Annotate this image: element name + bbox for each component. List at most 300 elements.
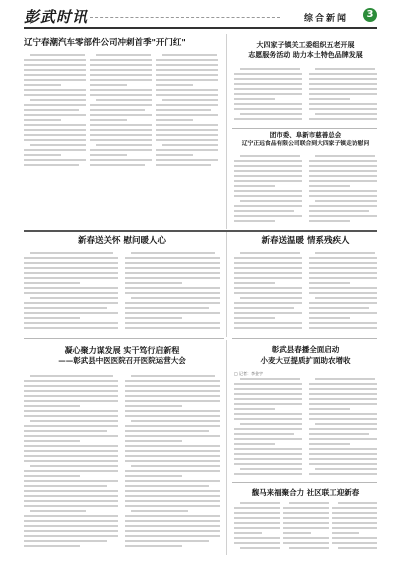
body-text-line	[24, 154, 61, 156]
body-text-line	[309, 103, 377, 105]
body-text-line	[234, 448, 302, 450]
body-text-line	[125, 500, 220, 502]
body-text-line	[125, 380, 220, 382]
body-text-line	[309, 408, 350, 410]
body-text-line	[156, 134, 218, 136]
body-text-line	[234, 388, 302, 390]
body-text-line	[24, 520, 118, 522]
body-text-line	[156, 69, 218, 71]
body-text-line	[332, 537, 377, 539]
body-text-line	[24, 490, 118, 492]
article-7-body-col1	[234, 378, 302, 478]
body-text-line	[309, 118, 377, 120]
body-text-line	[309, 277, 377, 279]
body-text-line	[24, 385, 118, 387]
body-text-line	[24, 257, 118, 259]
body-text-line	[234, 317, 275, 319]
body-text-line	[234, 418, 302, 420]
body-text-line	[240, 547, 280, 549]
article-6-title-line2: ——彰武县中医医院召开医院运营大会	[58, 356, 186, 366]
body-text-line	[24, 74, 86, 76]
body-text-line	[309, 160, 377, 162]
body-text-line	[234, 403, 302, 405]
body-text-line	[234, 428, 302, 430]
column-divider	[226, 340, 227, 555]
body-text-line	[156, 159, 218, 161]
body-text-line	[309, 327, 377, 329]
body-text-line	[24, 119, 61, 121]
body-text-line	[125, 272, 220, 274]
body-text-line	[125, 322, 220, 324]
body-text-line	[234, 170, 302, 172]
body-text-line	[309, 463, 377, 465]
body-text-line	[96, 54, 151, 56]
body-text-line	[234, 507, 280, 509]
body-text-line	[332, 532, 359, 534]
body-text-line	[234, 322, 302, 324]
body-text-line	[125, 440, 182, 442]
body-text-line	[234, 393, 302, 395]
body-text-line	[283, 527, 329, 529]
body-text-line	[234, 532, 262, 534]
body-text-line	[125, 455, 220, 457]
body-text-line	[24, 445, 118, 447]
body-text-line	[24, 440, 80, 442]
body-text-line	[90, 94, 152, 96]
body-text-line	[24, 405, 80, 407]
body-text-line	[309, 473, 377, 475]
body-text-line	[125, 415, 220, 417]
body-text-line	[283, 512, 329, 514]
body-text-line	[240, 423, 302, 425]
body-text-line	[125, 307, 209, 309]
body-text-line	[332, 507, 377, 509]
body-text-line	[90, 149, 152, 151]
body-text-line	[24, 282, 80, 284]
body-text-line	[90, 154, 127, 156]
body-text-line	[131, 252, 215, 254]
masthead-rule	[90, 17, 280, 18]
body-text-line	[90, 109, 145, 111]
body-text-line	[156, 89, 218, 91]
body-text-line	[125, 460, 220, 462]
body-text-line	[24, 475, 80, 477]
body-text-line	[309, 73, 377, 75]
body-text-line	[234, 88, 302, 90]
body-text-line	[24, 64, 86, 66]
body-text-line	[24, 302, 118, 304]
body-text-line	[90, 84, 127, 86]
body-text-line	[240, 502, 280, 504]
article-1-title: 辽宁春潮汽车零部件公司冲刺首季"开门红"	[24, 38, 186, 48]
article-4-body-col2	[125, 252, 220, 334]
body-text-line	[309, 287, 377, 289]
body-text-line	[125, 445, 220, 447]
article-5-title: 新春送温暖 情系残疾人	[261, 236, 350, 246]
body-text-line	[125, 475, 182, 477]
article-3-body-col1	[234, 155, 302, 225]
body-text-line	[234, 522, 280, 524]
body-text-line	[125, 520, 220, 522]
body-text-line	[289, 547, 329, 549]
body-text-line	[332, 512, 377, 514]
body-text-line	[162, 99, 218, 101]
body-text-line	[309, 322, 377, 324]
body-text-line	[156, 79, 218, 81]
body-text-line	[309, 210, 369, 212]
article-4-body-col1	[24, 252, 118, 334]
section-name: 综合新闻	[304, 14, 349, 24]
body-text-line	[24, 495, 118, 497]
article-5-body-col2	[309, 252, 377, 334]
body-text-line	[156, 129, 218, 131]
section-divider	[232, 482, 377, 483]
body-text-line	[24, 500, 118, 502]
body-text-line	[309, 418, 377, 420]
body-text-line	[309, 448, 377, 450]
body-text-line	[24, 480, 118, 482]
body-text-line	[156, 109, 211, 111]
body-text-line	[234, 220, 275, 222]
body-text-line	[125, 292, 220, 294]
body-text-line	[90, 69, 152, 71]
body-text-line	[309, 220, 350, 222]
body-text-line	[234, 453, 302, 455]
page-number-badge: 3	[363, 8, 377, 22]
body-text-line	[156, 114, 218, 116]
body-text-line	[24, 159, 86, 161]
body-text-line	[30, 375, 113, 377]
body-text-line	[234, 175, 302, 177]
body-text-line	[90, 89, 152, 91]
body-text-line	[240, 155, 300, 157]
body-text-line	[90, 79, 152, 81]
body-text-line	[24, 109, 79, 111]
body-text-line	[234, 312, 302, 314]
body-text-line	[309, 413, 377, 415]
article-7-title-line2: 小麦大豆提质扩面助农增收	[260, 355, 351, 365]
body-text-line	[30, 99, 86, 101]
body-text-line	[90, 124, 152, 126]
body-text-line	[309, 393, 377, 395]
masthead: 彭武时讯	[24, 8, 89, 26]
body-text-line	[90, 139, 152, 141]
body-text-line	[309, 93, 377, 95]
body-text-line	[131, 375, 215, 377]
body-text-line	[309, 292, 377, 294]
body-text-line	[24, 287, 118, 289]
body-text-line	[24, 262, 118, 264]
article-2-body-col2	[309, 68, 377, 123]
body-text-line	[315, 113, 377, 115]
body-text-line	[309, 438, 377, 440]
body-text-line	[156, 119, 193, 121]
body-text-line	[234, 408, 275, 410]
article-1-body-col2	[90, 54, 152, 170]
body-text-line	[309, 170, 377, 172]
body-text-line	[125, 257, 220, 259]
body-text-line	[309, 307, 369, 309]
body-text-line	[125, 400, 220, 402]
body-text-line	[24, 400, 118, 402]
column-divider	[226, 232, 227, 337]
body-text-line	[24, 395, 118, 397]
body-text-line	[24, 530, 118, 532]
body-text-line	[234, 98, 275, 100]
body-text-line	[156, 104, 218, 106]
body-text-line	[309, 302, 377, 304]
article-3-title-line2: 辽宁正远食品有限公司联合到大四家子镇走访慰问	[241, 141, 370, 148]
body-text-line	[234, 83, 302, 85]
article-3-title-line1: 团市委、阜新市慈善总会	[269, 131, 342, 139]
body-text-line	[125, 390, 220, 392]
article-8-body-col1	[234, 502, 280, 554]
body-text-line	[90, 134, 152, 136]
article-2-title-line1: 大四家子镇关工委组织五老开展	[256, 40, 355, 49]
article-2-body-col1	[234, 68, 302, 123]
body-text-line	[234, 267, 302, 269]
body-text-line	[309, 257, 377, 259]
body-text-line	[234, 210, 294, 212]
article-8-body-col2	[283, 502, 329, 554]
body-text-line	[24, 307, 107, 309]
body-text-line	[30, 144, 86, 146]
body-text-line	[131, 465, 220, 467]
body-text-line	[234, 262, 302, 264]
body-text-line	[30, 465, 118, 467]
body-text-line	[289, 502, 329, 504]
body-text-line	[125, 530, 220, 532]
body-text-line	[125, 430, 209, 432]
page-header	[0, 0, 400, 30]
body-text-line	[125, 480, 220, 482]
body-text-line	[240, 200, 302, 202]
body-text-line	[125, 505, 220, 507]
body-text-line	[240, 378, 300, 380]
body-text-line	[96, 144, 152, 146]
body-text-line	[156, 59, 218, 61]
body-text-line	[125, 425, 220, 427]
body-text-line	[240, 68, 300, 70]
body-text-line	[125, 485, 209, 487]
article-6-body-col2	[125, 375, 220, 553]
body-text-line	[24, 545, 80, 547]
body-text-line	[131, 420, 220, 422]
body-text-line	[125, 410, 220, 412]
body-text-line	[24, 277, 118, 279]
body-text-line	[234, 307, 294, 309]
body-text-line	[234, 463, 302, 465]
body-text-line	[240, 113, 302, 115]
body-text-line	[234, 93, 302, 95]
body-text-line	[24, 59, 86, 61]
body-text-line	[309, 175, 377, 177]
body-text-line	[234, 527, 280, 529]
section-divider	[232, 128, 377, 129]
body-text-line	[234, 160, 302, 162]
body-text-line	[309, 453, 377, 455]
body-text-line	[125, 540, 209, 542]
body-text-line	[24, 292, 118, 294]
body-text-line	[234, 103, 302, 105]
body-text-line	[309, 383, 377, 385]
body-text-line	[24, 272, 118, 274]
body-text-line	[234, 108, 302, 110]
body-text-line	[156, 139, 218, 141]
body-text-line	[90, 59, 152, 61]
body-text-line	[125, 545, 182, 547]
body-text-line	[338, 547, 377, 549]
body-text-line	[309, 458, 377, 460]
body-text-line	[234, 512, 280, 514]
body-text-line	[332, 517, 377, 519]
body-text-line	[24, 129, 86, 131]
body-text-line	[234, 195, 302, 197]
body-text-line	[96, 99, 152, 101]
body-text-line	[125, 405, 182, 407]
body-text-line	[234, 517, 280, 519]
section-divider	[24, 338, 224, 339]
body-text-line	[30, 54, 85, 56]
body-text-line	[24, 114, 86, 116]
body-text-line	[234, 292, 302, 294]
body-text-line	[24, 425, 118, 427]
body-text-line	[234, 327, 302, 329]
body-text-line	[234, 277, 302, 279]
body-text-line	[309, 443, 350, 445]
body-text-line	[309, 108, 377, 110]
article-7-title-line1: 彰武县春播全面启动	[271, 345, 340, 354]
body-text-line	[24, 164, 79, 166]
body-text-line	[125, 317, 182, 319]
body-text-line	[156, 84, 193, 86]
body-text-line	[234, 272, 302, 274]
body-text-line	[309, 98, 350, 100]
body-text-line	[24, 525, 118, 527]
body-text-line	[309, 317, 350, 319]
body-text-line	[125, 267, 220, 269]
article-8-body-col3	[332, 502, 377, 554]
body-text-line	[309, 195, 377, 197]
body-text-line	[24, 134, 86, 136]
body-text-line	[125, 435, 220, 437]
body-text-line	[24, 149, 86, 151]
body-text-line	[162, 54, 217, 56]
article-4-title: 新春送关怀 慰问暖人心	[78, 236, 166, 246]
body-text-line	[315, 423, 377, 425]
body-text-line	[24, 89, 86, 91]
body-text-line	[332, 542, 377, 544]
body-text-line	[283, 537, 329, 539]
body-text-line	[125, 385, 220, 387]
body-text-line	[24, 312, 118, 314]
article-3-body-col2	[309, 155, 377, 225]
body-text-line	[90, 114, 152, 116]
article-2-title-line2: 志愿服务活动 助力本土特色品牌发展	[248, 49, 363, 59]
body-text-line	[24, 124, 86, 126]
body-text-line	[309, 262, 377, 264]
body-text-line	[131, 510, 188, 512]
body-text-line	[309, 312, 377, 314]
body-text-line	[234, 443, 275, 445]
body-text-line	[234, 73, 302, 75]
body-text-line	[309, 272, 377, 274]
body-text-line	[283, 532, 311, 534]
body-text-line	[24, 104, 86, 106]
body-text-line	[24, 470, 118, 472]
body-text-line	[234, 185, 275, 187]
body-text-line	[315, 297, 377, 299]
body-text-line	[332, 527, 377, 529]
body-text-line	[315, 468, 377, 470]
body-text-line	[24, 455, 118, 457]
body-text-line	[309, 282, 350, 284]
body-text-line	[234, 118, 302, 120]
body-text-line	[234, 473, 302, 475]
body-text-line	[125, 287, 220, 289]
body-text-line	[240, 252, 300, 254]
body-text-line	[125, 470, 220, 472]
body-text-line	[234, 215, 302, 217]
body-text-line	[90, 74, 152, 76]
body-text-line	[234, 282, 275, 284]
body-text-line	[24, 317, 80, 319]
body-text-line	[309, 78, 377, 80]
body-text-line	[24, 415, 118, 417]
body-text-line	[309, 165, 377, 167]
body-text-line	[24, 327, 118, 329]
body-text-line	[156, 124, 218, 126]
body-text-line	[125, 495, 220, 497]
section-divider	[232, 338, 377, 339]
body-text-line	[156, 149, 218, 151]
body-text-line	[234, 438, 302, 440]
body-text-line	[125, 525, 220, 527]
body-text-line	[315, 68, 375, 70]
body-text-line	[24, 430, 107, 432]
body-text-line	[131, 297, 220, 299]
body-text-line	[24, 460, 118, 462]
body-text-line	[90, 119, 127, 121]
body-text-line	[156, 64, 218, 66]
body-text-line	[283, 522, 329, 524]
body-text-line	[315, 378, 375, 380]
body-text-line	[24, 79, 86, 81]
body-text-line	[24, 535, 118, 537]
body-text-line	[125, 282, 182, 284]
body-text-line	[309, 267, 377, 269]
body-text-line	[30, 252, 113, 254]
body-text-line	[283, 507, 329, 509]
body-text-line	[24, 390, 118, 392]
body-text-line	[309, 185, 350, 187]
article-5-body-col1	[234, 252, 302, 334]
article-7-body-col2	[309, 378, 377, 478]
body-text-line	[234, 78, 302, 80]
body-text-line	[309, 403, 377, 405]
body-text-line	[125, 535, 220, 537]
header-rule	[24, 27, 377, 29]
body-text-line	[234, 302, 302, 304]
body-text-line	[156, 164, 211, 166]
body-text-line	[125, 450, 220, 452]
body-text-line	[30, 297, 118, 299]
section-divider	[24, 230, 377, 232]
body-text-line	[309, 388, 377, 390]
body-text-line	[90, 159, 152, 161]
body-text-line	[315, 155, 375, 157]
body-text-line	[24, 540, 107, 542]
